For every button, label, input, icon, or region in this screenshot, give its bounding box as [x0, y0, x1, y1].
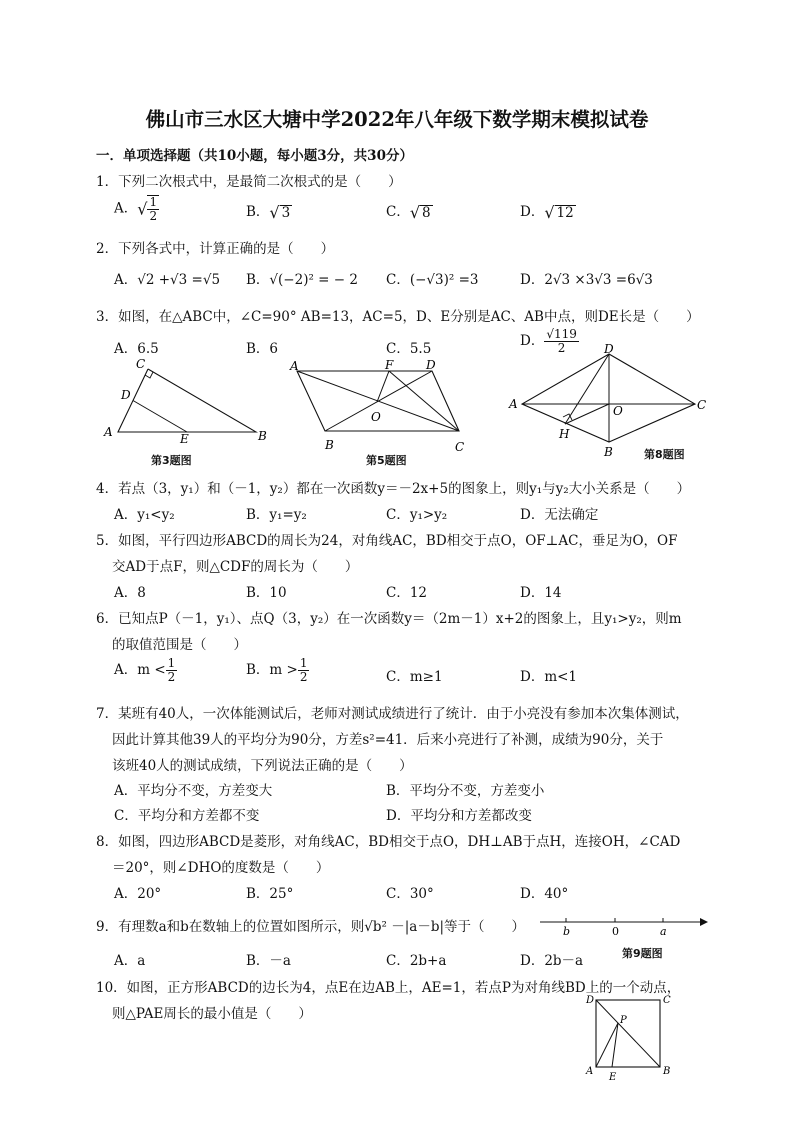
figure-5-caption: 第5题图	[366, 454, 407, 467]
q8-option-c: C．30°	[386, 886, 434, 902]
label-c: C	[663, 995, 671, 1006]
label-c: C	[136, 357, 146, 371]
q6-option-d: D．m<1	[520, 669, 578, 685]
q10-stem-line2: 则△PAE周长的最小值是（ ）	[112, 1006, 312, 1022]
figure-8-rhombus	[505, 342, 715, 460]
figure-5-parallelogram	[285, 356, 475, 456]
figure-10-square	[580, 992, 680, 1084]
q7-option-a: A．平均分不变，方差变大	[114, 783, 273, 799]
q6-stem-line1: 6．已知点P（－1，y₁）、点Q（3，y₂）在一次函数y＝（2m－1）x+2的图象上，且y₁>y₂，则m	[96, 611, 682, 627]
q2-option-d: D．2√3 ×3√3 =6√3	[520, 272, 653, 288]
label-f: F	[385, 358, 394, 372]
q4-stem: 4．若点（3，y₁）和（－1，y₂）都在一次函数y＝－2x+5的图象上，则y₁与y₂大小关系是（ ）	[96, 481, 691, 497]
label-zero: 0	[612, 925, 619, 938]
q3-option-b: B．6	[246, 341, 279, 357]
figure-3-triangle	[100, 356, 280, 466]
fraction: $\frac{1}{2}$	[149, 195, 158, 223]
q6-stem-line2: 的取值范围是（ ）	[112, 637, 247, 653]
q3-option-a: A．6.5	[114, 341, 159, 357]
q8-stem-line2: ＝20°，则∠DHO的度数是（ ）	[112, 860, 330, 876]
label-b: B	[663, 1066, 671, 1077]
label-p: P	[620, 1015, 627, 1026]
figure-3-caption: 第3题图	[151, 454, 192, 467]
figure-9-number-line	[540, 908, 710, 938]
fraction: $\frac{1}{2}$	[167, 656, 176, 684]
q1-option-b: B．√ 3	[246, 203, 291, 222]
q7-option-d: D．平均分和方差都改变	[386, 808, 532, 824]
q2-option-a: A．√2 +√3 =√5	[114, 272, 221, 288]
q5-stem-line1: 5．如图，平行四边形ABCD的周长为24，对角线AC，BD相交于点O，OF⊥AC，垂足为O，OF	[96, 533, 678, 549]
q4-option-c: C．y₁>y₂	[386, 507, 448, 523]
q7-stem-line3: 该班40人的测试成绩，下列说法正确的是（ ）	[112, 758, 413, 774]
label-d: D	[586, 995, 595, 1006]
q3-stem: 3．如图，在△ABC中，∠C=90° AB=13，AC=5，D、E分别是AC、AB中点，则DE长是（ ）	[96, 309, 700, 325]
q2-option-b: B．√(−2)² = − 2	[246, 272, 358, 288]
q7-option-c: C．平均分和方差都不变	[114, 808, 260, 824]
label-b: b	[563, 925, 571, 938]
fraction: $\frac{1}{2}$	[299, 656, 308, 684]
q3-option-c: C．5.5	[386, 341, 432, 357]
label-e: E	[180, 432, 189, 446]
q4-option-b: B．y₁=y₂	[246, 507, 307, 523]
q4-option-d: D．无法确定	[520, 507, 599, 523]
q1-stem: 1．下列二次根式中，是最简二次根式的是（ ）	[96, 174, 402, 190]
label-h: H	[559, 427, 570, 441]
q9-option-c: C．2b+a	[386, 953, 447, 969]
q2-option-c: C．(−√3)² =3	[386, 272, 479, 288]
label-d: D	[426, 358, 436, 372]
label-a: A	[290, 359, 299, 373]
q10-stem-line1: 10．如图，正方形ABCD的边长为4，点E在边AB上，AE=1，若点P为对角线BD上的一个动点，	[96, 980, 681, 996]
label-b: B	[325, 438, 334, 452]
label-e: E	[609, 1072, 617, 1083]
q6-option-a: A．m < $\frac{1}{2}$	[114, 656, 176, 684]
q8-stem-line1: 8．如图，四边形ABCD是菱形，对角线AC，BD相交于点O，DH⊥AB于点H，连接OH，∠CAD	[96, 834, 681, 850]
label-d: D	[604, 342, 614, 356]
label-a: a	[660, 925, 667, 938]
page-title: 佛山市三水区大塘中学2022年八年级下数学期末模拟试卷	[145, 108, 649, 131]
q9-option-b: B．－a	[246, 953, 291, 969]
q9-option-a: A．a	[114, 953, 146, 969]
q1-option-a: A．√ $\frac{1}{2}$	[114, 195, 158, 223]
q1-option-d: D．√ 12	[520, 203, 574, 222]
label-d: D	[121, 388, 131, 402]
q8-option-b: B．25°	[246, 886, 294, 902]
q6-option-b: B．m > $\frac{1}{2}$	[246, 656, 308, 684]
q7-stem-line1: 7．某班有40人，一次体能测试后，老师对测试成绩进行了统计．由于小亮没有参加本次集体测试，	[96, 706, 689, 722]
label-o: O	[613, 404, 623, 418]
label-b: B	[604, 445, 613, 459]
q7-option-b: B．平均分不变，方差变小	[386, 783, 545, 799]
label-a: A	[586, 1066, 594, 1077]
figure-9-caption: 第9题图	[622, 947, 663, 960]
q1-option-c: C．√ 8	[386, 203, 431, 222]
figure-8-caption: 第8题图	[644, 448, 685, 461]
q7-stem-line2: 因此计算其他39人的平均分为90分，方差s²=41．后来小亮进行了补测，成绩为90分，关于	[112, 732, 664, 748]
q9-option-d: D．2b－a	[520, 953, 584, 969]
label-a: A	[509, 397, 518, 411]
q5-option-c: C．12	[386, 585, 428, 601]
label-c: C	[697, 398, 707, 412]
label-b: B	[258, 429, 267, 443]
section-heading: 一．单项选择题（共10小题，每小题3分，共30分）	[96, 148, 413, 164]
label-c: C	[455, 440, 465, 454]
q5-option-b: B．10	[246, 585, 287, 601]
q5-option-d: D．14	[520, 585, 562, 601]
q2-stem: 2．下列各式中，计算正确的是（ ）	[96, 241, 335, 257]
q5-option-a: A．8	[114, 585, 146, 601]
fraction: $\frac{√119}{2}$	[546, 327, 577, 355]
q8-option-a: A．20°	[114, 886, 162, 902]
q9-stem: 9．有理数a和b在数轴上的位置如图所示，则√b² －|a－b|等于（ ）	[96, 919, 526, 935]
label-a: A	[104, 425, 113, 439]
q5-stem-line2: 交AD于点F，则△CDF的周长为（ ）	[112, 559, 359, 575]
q3-option-d: D． $\frac{√119}{2}$	[520, 327, 577, 355]
q6-option-c: C．m≥1	[386, 669, 443, 685]
q8-option-d: D．40°	[520, 886, 569, 902]
q4-option-a: A．y₁<y₂	[114, 507, 175, 523]
q1-a-label: A．	[114, 200, 138, 217]
label-o: O	[371, 410, 381, 424]
